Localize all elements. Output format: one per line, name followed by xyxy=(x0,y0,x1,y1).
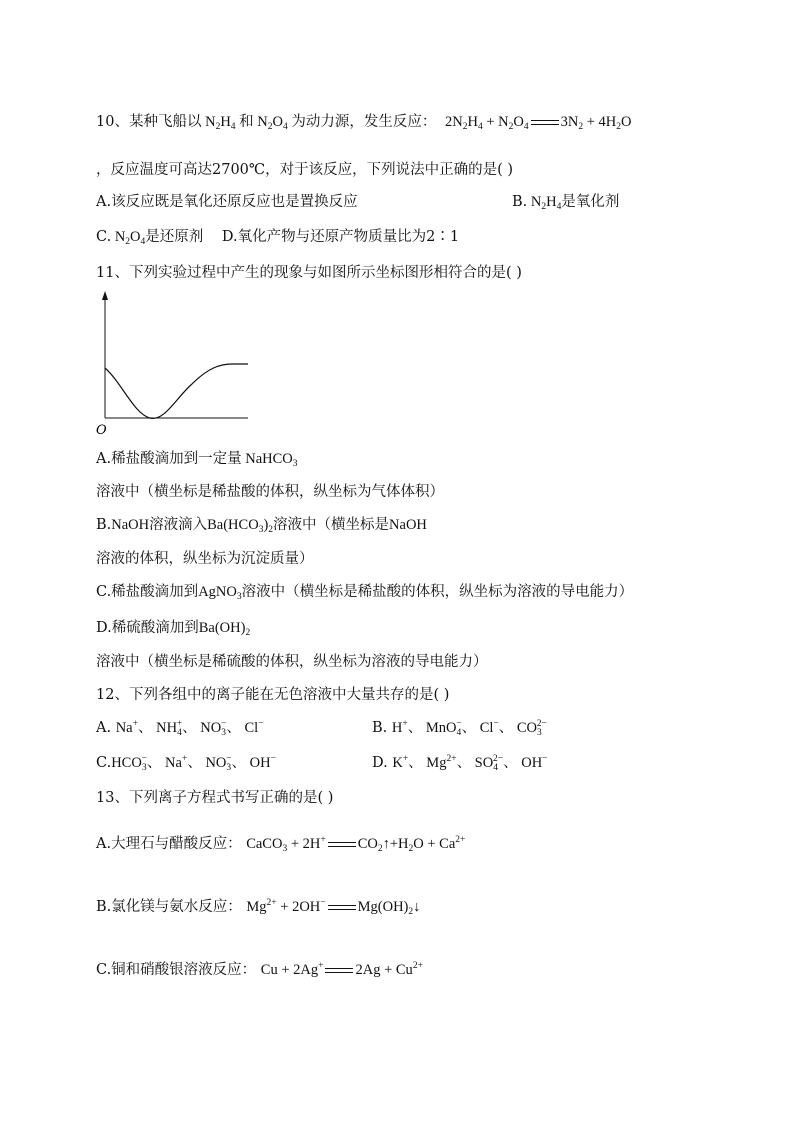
q10-option-a: A.该反应既是氧化还原反应也是置换反应 xyxy=(96,194,358,210)
graph-curve xyxy=(105,364,248,418)
q10-option-c-prefix: C. xyxy=(96,229,112,245)
origin-label: O xyxy=(96,423,107,436)
q12-stem: 12、下列各组中的离子能在无色溶液中大量共存的是( ) xyxy=(96,687,450,703)
q11-option-b-suffix: 溶液中（横坐标是 xyxy=(273,517,390,533)
q10-option-d: D.氧化产物与还原产物质量比为2∶1 xyxy=(221,229,460,245)
q13-option-a-prefix: A.大理石与醋酸反应： xyxy=(96,836,242,852)
q11-option-d-line1 xyxy=(96,618,250,638)
q11-option-a-prefix: A.稀盐酸滴加到一定量 xyxy=(96,451,242,467)
q11-option-c xyxy=(96,582,633,602)
equals-sign-icon xyxy=(328,840,356,850)
q10-option-b-chem: $N_2H_4$ xyxy=(527,194,562,212)
q11-option-d-prefix: D.稀硫酸滴加到 xyxy=(96,620,199,636)
q11-graph xyxy=(92,288,252,436)
q11-option-b-line2: 溶液的体积，纵坐标为沉淀质量） xyxy=(96,551,314,567)
y-axis-arrow-icon xyxy=(102,291,108,300)
q12-option-d-label: D. xyxy=(372,755,388,771)
equals-sign-icon xyxy=(325,966,353,976)
q11-option-b-mid: 溶液滴入 xyxy=(149,517,208,533)
q10-fuel1: $N_2H_4$ xyxy=(201,114,236,132)
q10-fuel2: $N_2O_4$ xyxy=(253,114,288,132)
q11-option-d-line2: 溶液中（横坐标是稀硫酸的体积，纵坐标为溶液的导电能力） xyxy=(96,654,488,670)
q10-option-b-suffix: 是氧化剂 xyxy=(561,194,620,210)
q12-option-c-label: C. xyxy=(96,755,112,771)
q12-option-a xyxy=(96,718,264,738)
q10-stem-line2-b: ，对于该反应，下列说法中正确的是( ) xyxy=(265,162,514,178)
q12-option-c xyxy=(96,753,276,773)
equals-sign-icon xyxy=(328,903,356,913)
q11-option-d-chem: $Ba(OH)_2$ xyxy=(198,620,251,638)
q10-option-b xyxy=(512,192,619,212)
q10-equation: $2N_2H_4 + N_2O_4$ $3N_2 + 4H_2O$ xyxy=(445,114,632,132)
q11-option-a-chem: NaHCO$_3$ xyxy=(241,451,298,469)
q13-option-b-prefix: B.氯化镁与氨水反应： xyxy=(96,899,242,915)
q13-option-a-equation: CaCO$_3$ + 2H+ $CO_2↑+H_2O + Ca^{2+}$ xyxy=(246,835,466,854)
q12-option-c-ions: $HCO_3^-$、 Na+、 $NO_3^-$、 OH− xyxy=(111,754,276,773)
q12-option-a-ions: Na+、 $NH_4^+$、 $NO_3^-$、 Cl− xyxy=(115,719,264,738)
q13-stem: 13、下列离子方程式书写正确的是( ) xyxy=(96,790,334,806)
q10-stem-line1 xyxy=(96,112,631,132)
q11-option-b-naoh: NaOH xyxy=(111,517,150,533)
q13-option-b xyxy=(96,897,420,917)
q13-option-a xyxy=(96,834,465,854)
q10-option-c-suffix: 是还原剂 xyxy=(145,229,204,245)
q11-option-b-chem: $Ba(HCO_3)_2$ xyxy=(207,517,274,535)
q12-option-b xyxy=(372,718,547,738)
q11-option-a-line1 xyxy=(96,449,298,469)
q10-stem-line2-a: ，反应温度可高达 xyxy=(96,162,212,178)
equals-sign-icon xyxy=(531,118,559,128)
q12-option-b-label: B. xyxy=(372,720,388,736)
q13-option-c xyxy=(96,960,423,980)
q12-option-d-ions: K+、 $Mg^{2+}$、 $SO_4^{2-}$、 OH− xyxy=(392,754,548,773)
q10-temperature: 2700℃ xyxy=(212,162,266,178)
q11-stem: 11、下列实验过程中产生的现象与如图所示坐标图形相符合的是( ) xyxy=(96,265,522,281)
q12-option-a-label: A. xyxy=(96,720,112,736)
q12-option-d xyxy=(372,753,548,773)
q13-option-b-equation: $Mg^{2+} + 2OH^-$ $Mg(OH)_2↓$ xyxy=(246,898,421,917)
q10-stem-mid: 为动力源，发生反应： xyxy=(291,114,437,130)
q11-option-c-suffix: 溶液中（横坐标是稀盐酸的体积，纵坐标为溶液的导电能力） xyxy=(241,584,634,600)
q12-option-b-ions: H+、 MnO$_4$−、 Cl−、 $CO_3^{2-}$ xyxy=(391,719,547,738)
q13-option-c-equation: Cu + 2Ag+ $2Ag + Cu^{2+}$ xyxy=(260,961,423,978)
q10-stem-prefix: 10、某种飞船以 xyxy=(96,114,202,130)
q11-option-c-prefix: C.稀盐酸滴加到 xyxy=(96,584,199,600)
q10-option-cd xyxy=(96,227,459,247)
q11-option-b-prefix: B. xyxy=(96,517,112,533)
q10-and: 和 xyxy=(239,114,254,130)
q10-option-c-chem: $N_2O_4$ xyxy=(111,229,146,247)
q10-stem-line2 xyxy=(96,160,513,180)
q11-option-b-naoh2: NaOH xyxy=(389,517,427,533)
q11-option-c-chem: AgNO$_3$ xyxy=(198,584,242,602)
q10-option-b-prefix: B. xyxy=(512,194,528,210)
q11-option-b-line1 xyxy=(96,515,427,535)
q13-option-c-prefix: C.铜和硝酸银溶液反应： xyxy=(96,962,257,978)
q11-option-a-line2: 溶液中（横坐标是稀盐酸的体积，纵坐标为气体体积） xyxy=(96,484,444,500)
